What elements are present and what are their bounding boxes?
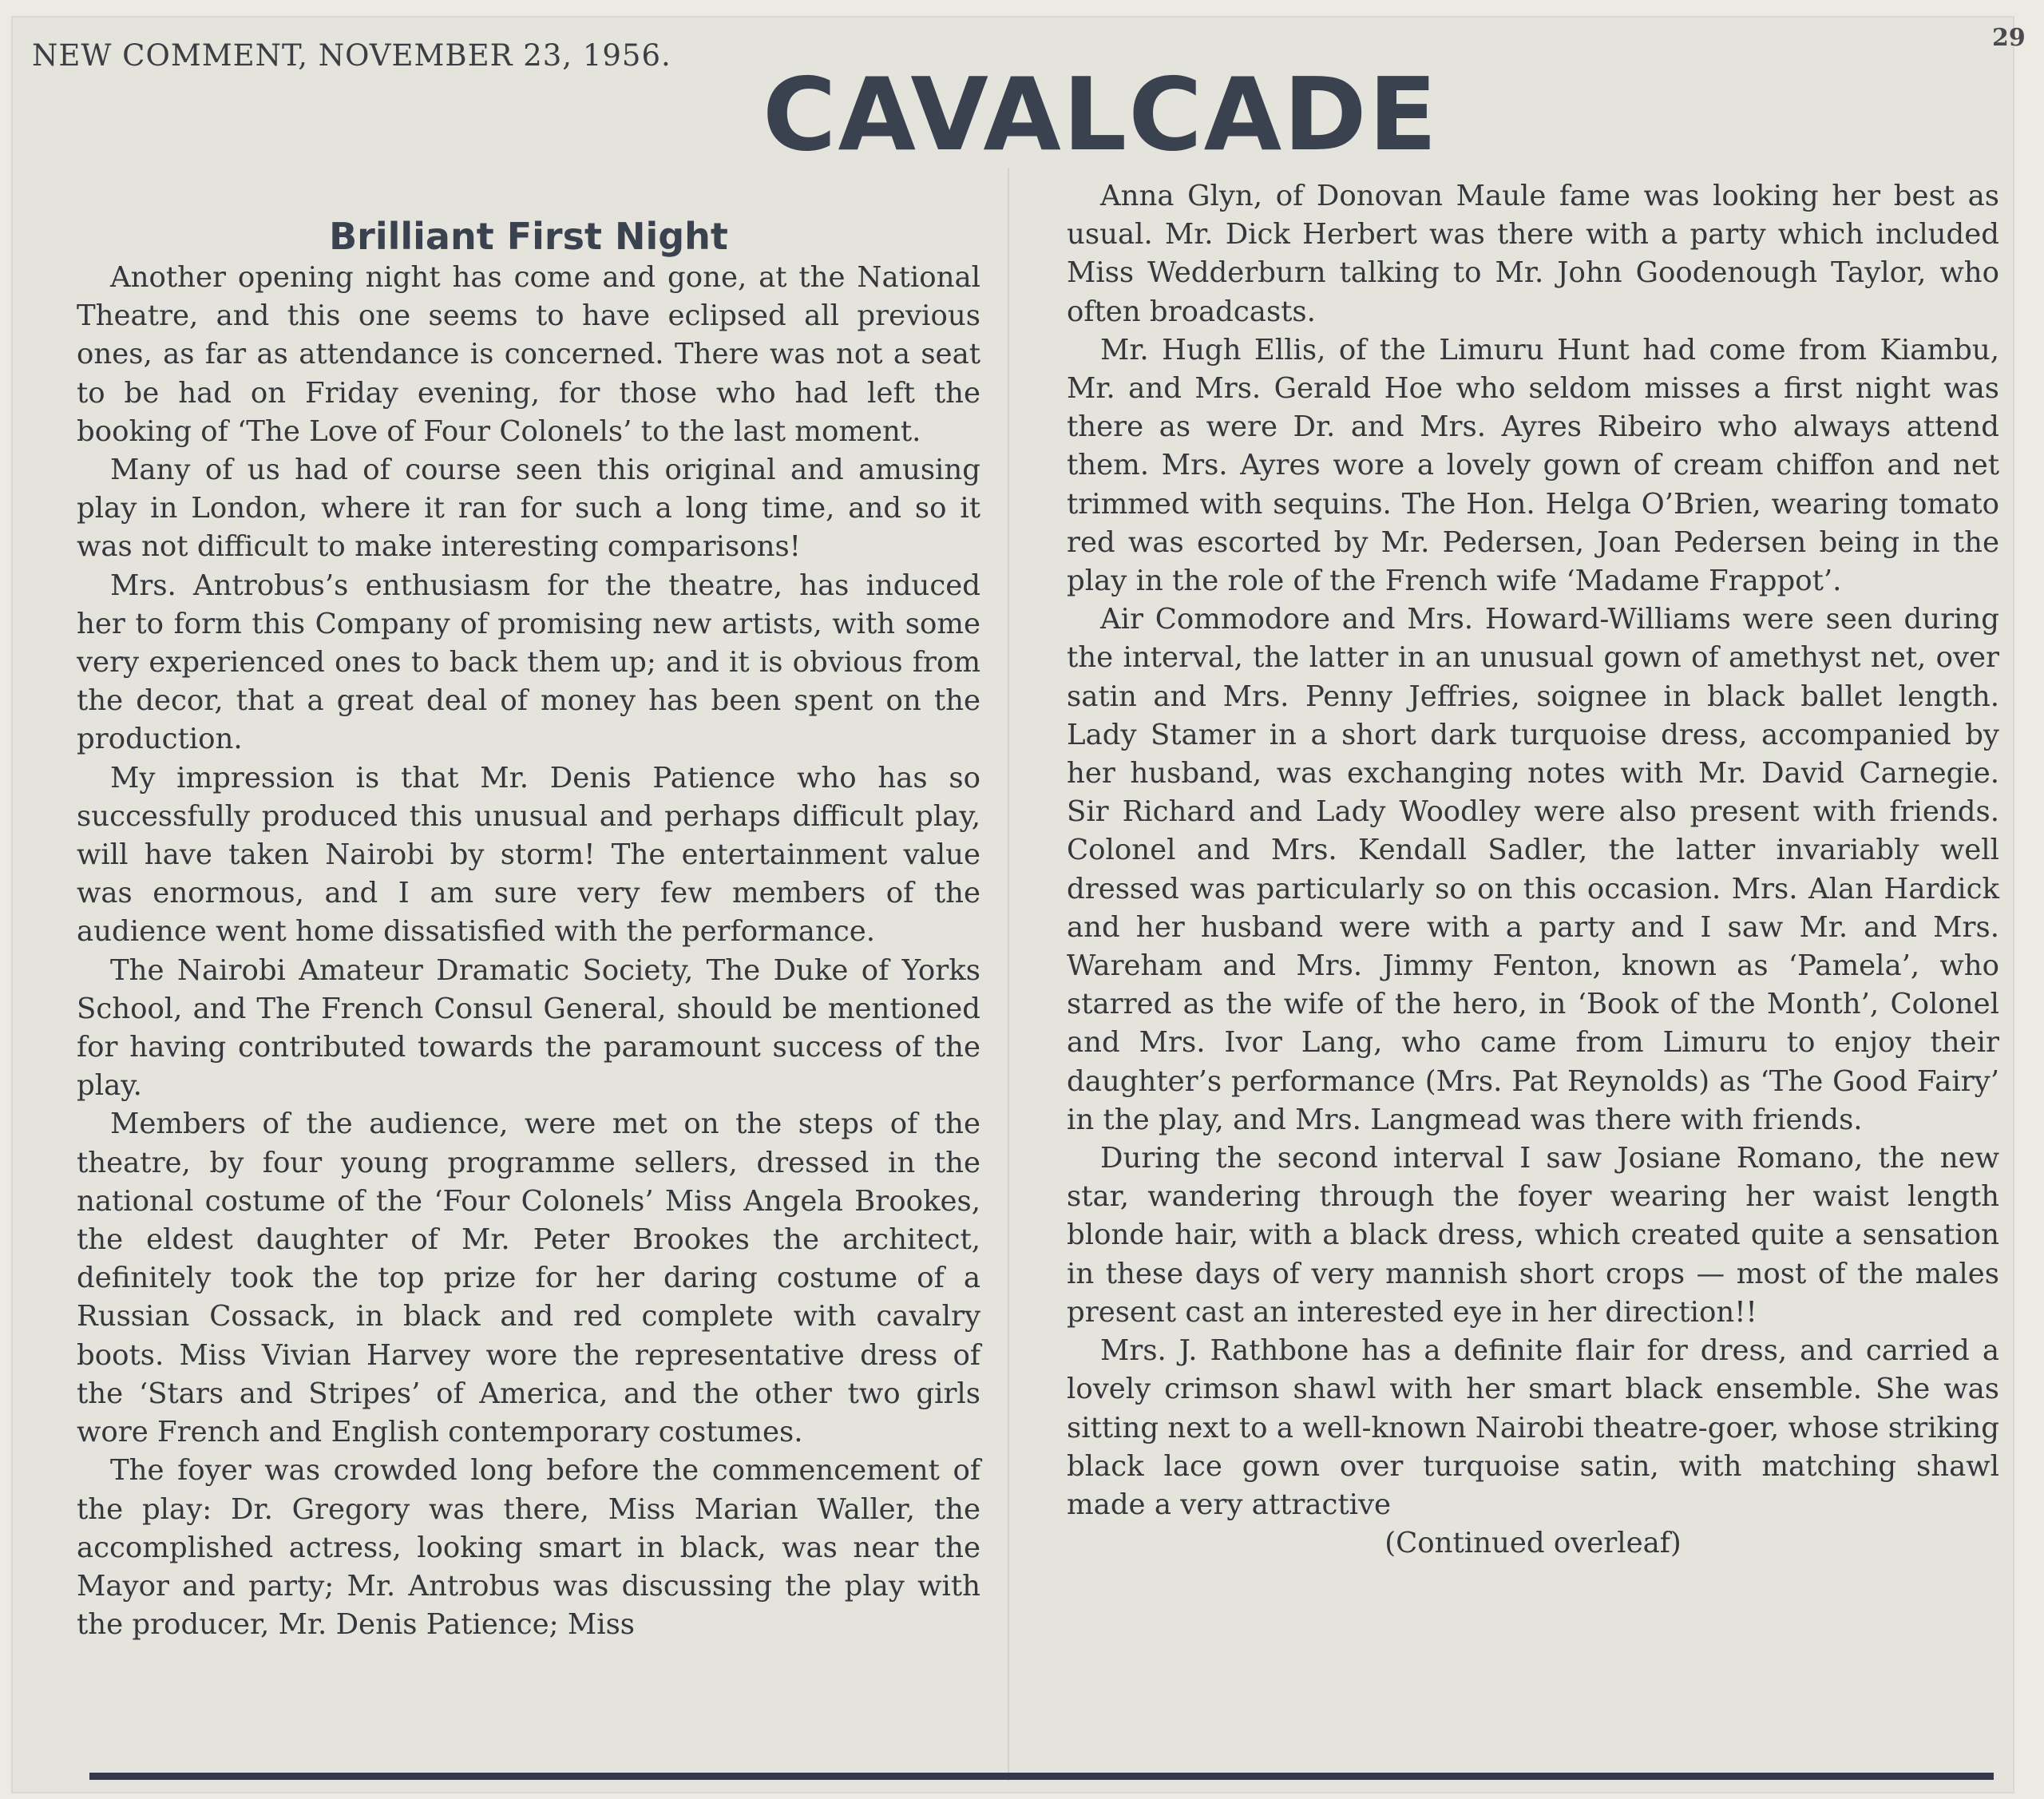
dateline: NEW COMMENT, NOVEMBER 23, 1956. <box>32 38 671 73</box>
masthead-title: CAVALCADE <box>763 56 1439 173</box>
page-number: 29 <box>1992 24 2026 52</box>
bottom-rule <box>89 1773 1994 1780</box>
article-headline: Brilliant First Night <box>329 215 728 258</box>
paragraph: Mrs. Antrobus’s enthusiasm for the theatre, has induced her to form this Company of promising new artists, with some very experienced ones to back them up; and it is obvious from the decor, that a great deal of money has been spent on the production. <box>77 569 980 756</box>
paragraph: Many of us had of course seen this original and amusing play in London, where it ran for such a long time, and so it was not difficult to make interesting comparisons! <box>77 454 980 564</box>
paragraph: Mr. Hugh Ellis, of the Limuru Hunt had come from Kiambu, Mr. and Mrs. Gerald Hoe who seldom misses a first night was there as were Dr. and Mrs. Ayres Ribeiro who always attend them. Mrs. Ayres wore a lovely gown of cream chiffon and net trimmed with sequins. The Hon. Helga O’Brien, wearing tomato red was escorted by Mr. Pedersen, Joan Pedersen being in the play in the role of the French wife ‘Madame Frappot’. <box>1067 333 1999 598</box>
paragraph: Air Commodore and Mrs. Howard-Williams were seen during the interval, the latter in an unusual gown of amethyst net, over satin and Mrs. Penny Jeffries, soignee in black ballet length. Lady Stamer in a short dark turquoise dress, accompanied by her husband, was exchanging notes with Mr. David Carnegie. Sir Richard and Lady Woodley were also present with friends. Colonel and Mrs. Kendall Sadler, the latter invariably well dressed was particularly so on this occasion. Mrs. Alan Hardick and her husband were with a party and I saw Mr. and Mrs. Wareham and Mrs. Jimmy Fenton, known as ‘Pamela’, who starred as the wife of the hero, in ‘Book of the Month’, Colonel and Mrs. Ivor Lang, who came from Limuru to enjoy their daughter’s performance (Mrs. Pat Reynolds) as ‘The Good Fairy’ in the play, and Mrs. Langmead was there with friends. <box>1067 603 1999 1136</box>
paragraph: The foyer was crowded long before the commencement of the play: Dr. Gregory was there, Miss Marian Waller, the accomplished actress, looking smart in black, was near the Mayor and party; Mr. Antrobus was discussing the play with the producer, Mr. Denis Patience; Miss <box>77 1454 980 1642</box>
paragraph: Mrs. J. Rathbone has a definite flair for dress, and carried a lovely crimson shawl with her smart black ensemble. She was sitting next to a well-known Nairobi theatre-goer, whose striking black lace gown over turquoise satin, with matching shawl made a very attractive <box>1067 1334 1999 1521</box>
article-column-right <box>1067 177 1999 1563</box>
column-fold-line <box>1008 168 1009 1781</box>
paragraph: Another opening night has come and gone, at the National Theatre, and this one seems to have eclipsed all previous ones, as far as attendance is concerned. There was not a seat to be had on Friday evening, for those who had left the booking of ‘The Love of Four Colonels’ to the last moment. <box>77 261 980 448</box>
article-column-left <box>77 214 980 1644</box>
paragraph: The Nairobi Amateur Dramatic Society, The Duke of Yorks School, and The French Consul General, should be mentioned for having contributed towards the paramount success of the play. <box>77 953 980 1103</box>
paragraph: Anna Glyn, of Donovan Maule fame was looking her best as usual. Mr. Dick Herbert was there with a party which included Miss Wedderburn talking to Mr. John Goodenough Taylor, who often broadcasts. <box>1067 180 1999 328</box>
paragraph: Members of the audience, were met on the steps of the theatre, by four young programme sellers, dressed in the national costume of the ‘Four Colonels’ Miss Angela Brookes, the eldest daughter of Mr. Peter Brookes the architect, definitely took the top prize for her daring costume of a Russian Cossack, in black and red complete with cavalry boots. Miss Vivian Harvey wore the representative dress of the ‘Stars and Stripes’ of America, and the other two girls wore French and English contemporary costumes. <box>77 1108 980 1449</box>
paragraph: My impression is that Mr. Denis Patience who has so successfully produced this unusual and perhaps difficult play, will have taken Nairobi by storm! The entertainment value was enormous, and I am sure very few members of the audience went home dissatisfied with the performance. <box>77 761 980 949</box>
paragraph: During the second interval I saw Josiane Romano, the new star, wandering through the foyer wearing her waist length blonde hair, with a black dress, which created quite a sensation in these days of very mannish short crops — most of the males present cast an interested eye in her direction!! <box>1067 1142 1999 1329</box>
continued-note: (Continued overleaf) <box>1384 1527 1682 1560</box>
